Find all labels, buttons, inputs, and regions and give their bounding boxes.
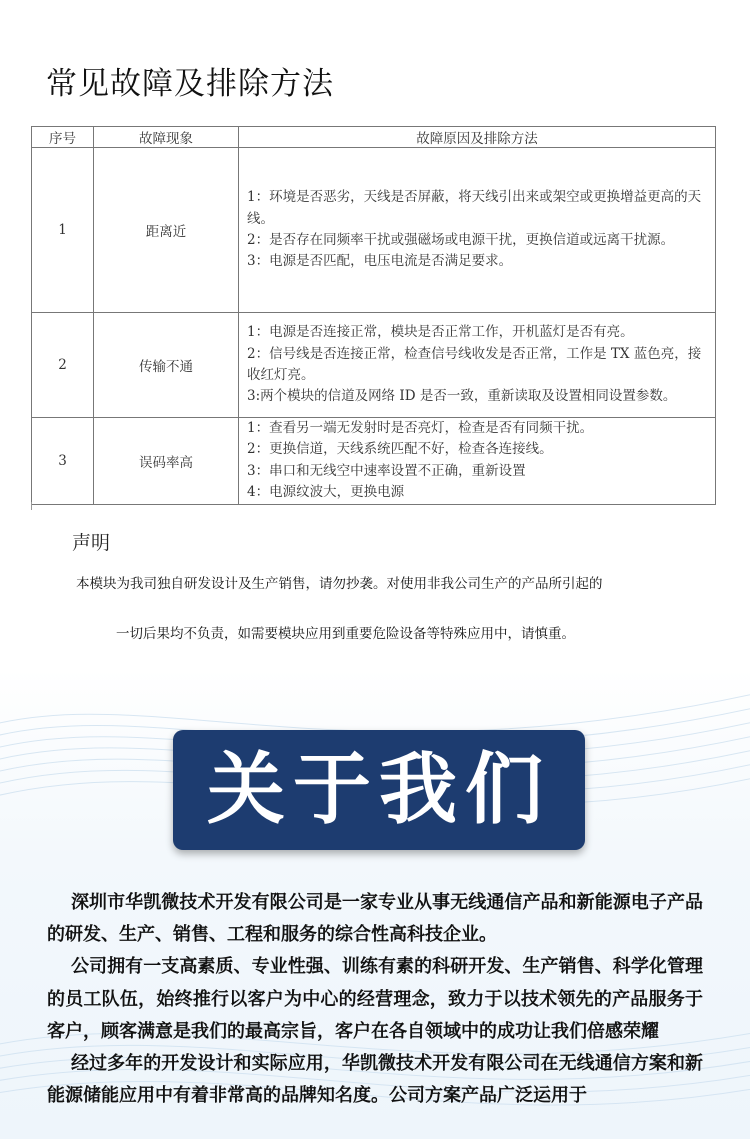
row-solutions [239, 148, 716, 313]
about-us-title: 关于我们 [206, 745, 551, 835]
solution-line: 1：环境是否恶劣，天线是否屏蔽，将天线引出来或架空或更换增益更高的天线。 [247, 189, 702, 227]
table-edge-stub [31, 502, 71, 510]
header-number: 序号 [32, 127, 94, 148]
solution-line: 1：查看另一端无发射时是否亮灯，检查是否有同频干扰。 [247, 420, 594, 436]
about-text [47, 887, 703, 1112]
about-paragraph: 深圳市华凯微技术开发有限公司是一家专业从事无线通信产品和新能源电子产品的研发、生产、销售、工程和服务的综合性高科技企业。 [47, 892, 703, 946]
row-symptom: 传输不通 [94, 313, 239, 418]
solution-line: 3：电源是否匹配，电压电流是否满足要求。 [247, 253, 513, 270]
fault-table [31, 126, 716, 505]
row-solutions [239, 313, 716, 418]
row-solutions [239, 418, 716, 505]
table-header-row [32, 127, 716, 148]
header-solution: 故障原因及排除方法 [239, 127, 716, 148]
row-symptom: 误码率高 [94, 418, 239, 505]
solution-line: 2：更换信道，天线系统匹配不好，检查各连接线。 [247, 441, 553, 458]
declaration-line-1: 本模块为我司独自研发设计及生产销售，请勿抄袭。对使用非我公司生产的产品所引起的 [76, 576, 603, 592]
row-number: 1 [32, 148, 94, 313]
row-symptom: 距离近 [94, 148, 239, 313]
row-number: 2 [32, 313, 94, 418]
solution-line: 2：信号线是否连接正常，检查信号线收发是否正常，工作是 TX 蓝色亮，接收红灯亮。 [247, 345, 702, 383]
table-row [32, 418, 716, 505]
solution-line: 3:两个模块的信道及网络 ID 是否一致，重新读取及设置相同设置参数。 [247, 388, 677, 405]
solution-line: 3：串口和无线空中速率设置不正确，重新设置 [247, 462, 526, 479]
declaration-title: 声明 [72, 532, 111, 554]
about-paragraph: 公司拥有一支高素质、专业性强、训练有素的科研开发、生产销售、科学化管理的员工队伍，始终推行以客户为中心的经营理念，致力于以技术领先的产品服务于客户，顾客满意是我们的最高宗旨，客户在各自领域中的成功让我们倍感荣耀 [47, 956, 703, 1042]
table-row [32, 313, 716, 418]
row-number: 3 [32, 418, 94, 505]
about-paragraph: 经过多年的开发设计和实际应用，华凯微技术开发有限公司在无线通信方案和新能源储能应用中有着非常高的品牌知名度。公司方案产品广泛运用于 [47, 1053, 703, 1107]
solution-line: 4：电源纹波大，更换电源 [247, 484, 405, 501]
solution-line: 1：电源是否连接正常，模块是否正常工作，开机蓝灯是否有亮。 [247, 324, 634, 341]
page-title: 常见故障及排除方法 [46, 66, 334, 102]
declaration-line-2: 一切后果均不负责，如需要模块应用到重要危险设备等特殊应用中，请慎重。 [116, 626, 575, 642]
solution-line: 2：是否存在同频率干扰或强磁场或电源干扰，更换信道或远离干扰源。 [247, 232, 675, 248]
table-row [32, 148, 716, 313]
header-symptom: 故障现象 [94, 127, 239, 148]
about-us-banner [173, 730, 585, 850]
